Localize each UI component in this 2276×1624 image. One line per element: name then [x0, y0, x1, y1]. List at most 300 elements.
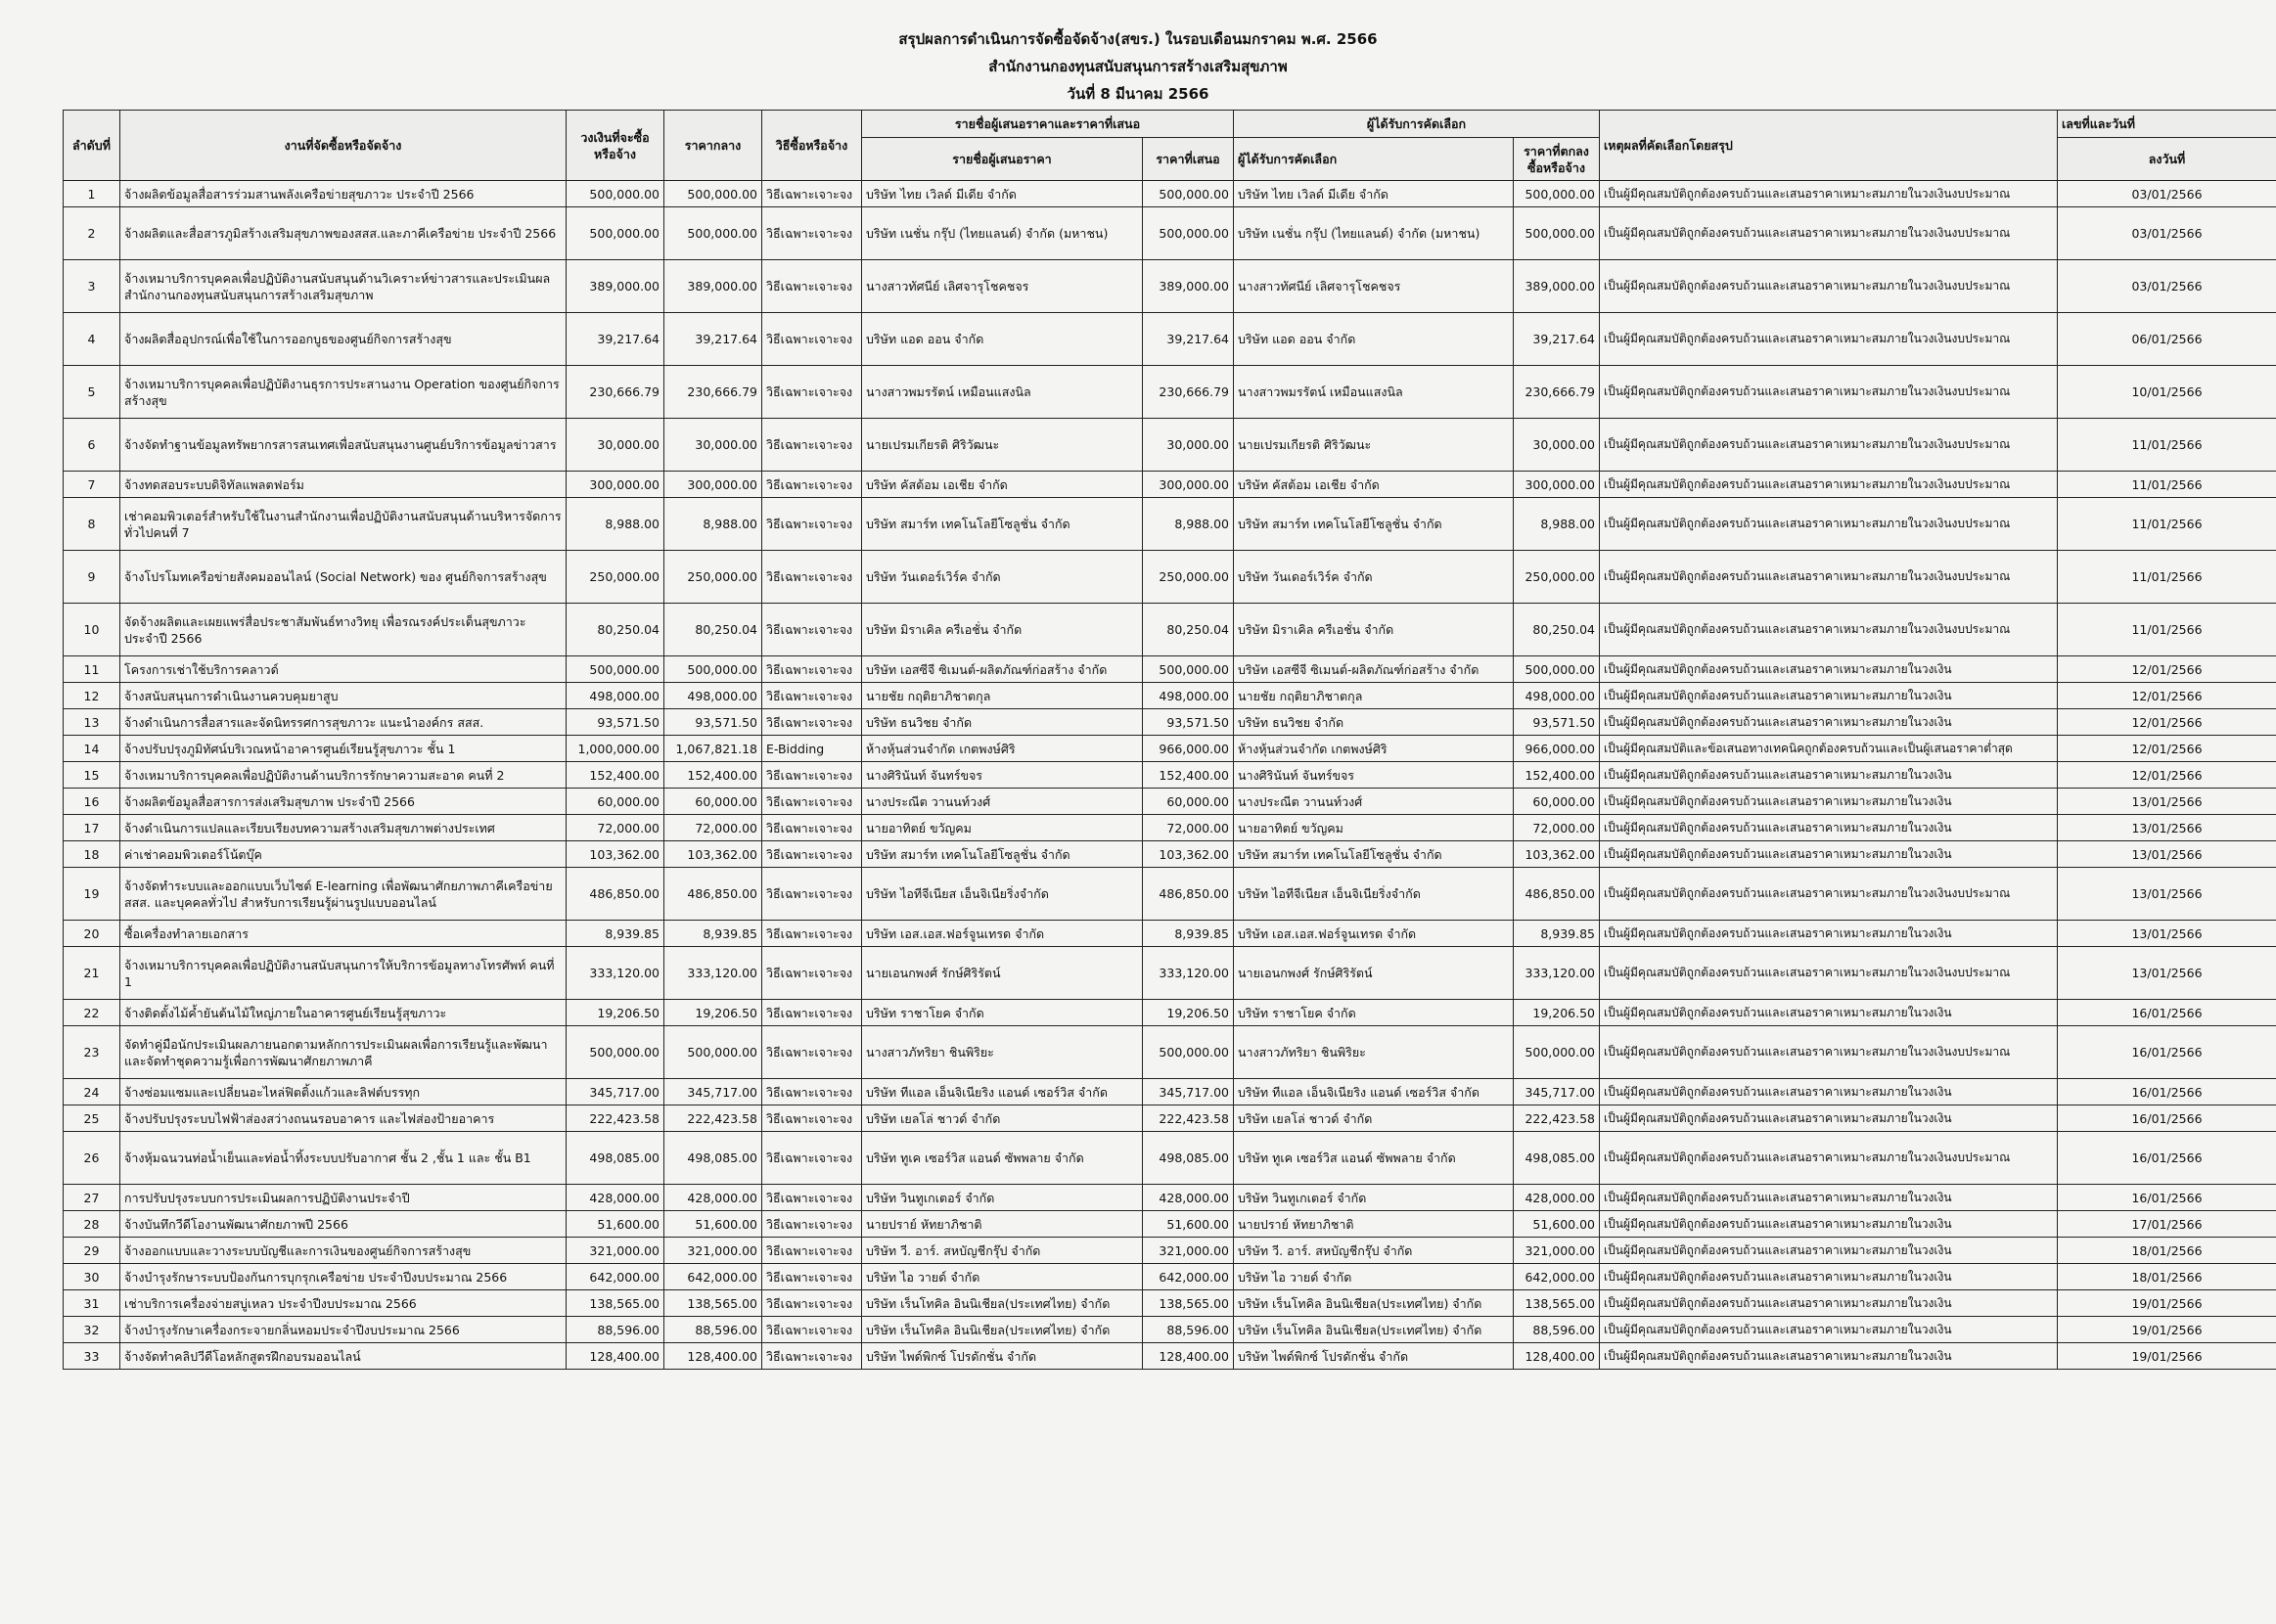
- cell-method: วิธีเฉพาะเจาะจง: [762, 207, 862, 260]
- cell-work: ซื้อเครื่องทำลายเอกสาร: [120, 921, 567, 947]
- cell-bidder: บริษัท มิราเคิล ครีเอชั่น จำกัด: [862, 604, 1143, 656]
- cell-winner: บริษัท แอด ออน จำกัด: [1234, 313, 1514, 366]
- cell-method: วิธีเฉพาะเจาะจง: [762, 1079, 862, 1105]
- cell-winner: บริษัท ไอ วายด์ จำกัด: [1234, 1264, 1514, 1290]
- cell-winner: บริษัท คัสต้อม เอเชีย จำกัด: [1234, 472, 1514, 498]
- cell-reason: เป็นผู้มีคุณสมบัติถูกต้องครบถ้วนและเสนอราคาเหมาะสมภายในวงเงินงบประมาณ: [1600, 472, 2058, 498]
- col-contract-top: เลขที่และวันที่: [2058, 111, 2276, 138]
- col-bidder-name: รายชื่อผู้เสนอราคา: [862, 138, 1143, 181]
- cell-median: 486,850.00: [664, 868, 762, 921]
- cell-reason: เป็นผู้มีคุณสมบัติและข้อเสนอทางเทคนิคถูกต้องครบถ้วนและเป็นผู้เสนอราคาต่ำสุด: [1600, 736, 2058, 762]
- cell-method: วิธีเฉพาะเจาะจง: [762, 789, 862, 815]
- cell-work: จ้างติดตั้งไม้ค้ำยันต้นไม้ใหญ่ภายในอาคารศูนย์เรียนรู้สุขภาวะ: [120, 1000, 567, 1026]
- cell-bidder: นายอาทิตย์ ขวัญคม: [862, 815, 1143, 841]
- cell-reason: เป็นผู้มีคุณสมบัติถูกต้องครบถ้วนและเสนอราคาเหมาะสมภายในวงเงิน: [1600, 921, 2058, 947]
- cell-budget: 500,000.00: [567, 181, 664, 207]
- cell-budget: 152,400.00: [567, 762, 664, 789]
- cell-work: จัดจ้างผลิตและเผยแพร่สื่อประชาสัมพันธ์ทางวิทยุ เพื่อรณรงค์ประเด็นสุขภาวะ ประจำปี 2566: [120, 604, 567, 656]
- cell-no: 21: [64, 947, 120, 1000]
- cell-median: 345,717.00: [664, 1079, 762, 1105]
- cell-median: 103,362.00: [664, 841, 762, 868]
- cell-work: จ้างปรับปรุงระบบไฟฟ้าส่องสว่างถนนรอบอาคาร และไฟส่องป้ายอาคาร: [120, 1105, 567, 1132]
- cell-agreed: 103,362.00: [1514, 841, 1600, 868]
- cell-date: 12/01/2566: [2058, 656, 2276, 683]
- cell-budget: 500,000.00: [567, 656, 664, 683]
- cell-method: วิธีเฉพาะเจาะจง: [762, 868, 862, 921]
- cell-median: 152,400.00: [664, 762, 762, 789]
- cell-reason: เป็นผู้มีคุณสมบัติถูกต้องครบถ้วนและเสนอราคาเหมาะสมภายในวงเงินงบประมาณ: [1600, 604, 2058, 656]
- table-row: [64, 1211, 2276, 1238]
- table-row: [64, 604, 2276, 656]
- cell-budget: 389,000.00: [567, 260, 664, 313]
- cell-work: จ้างเหมาบริการบุคคลเพื่อปฏิบัติงานธุรการประสานงาน Operation ของศูนย์กิจการสร้างสุข: [120, 366, 567, 419]
- cell-date: 03/01/2566: [2058, 207, 2276, 260]
- cell-reason: เป็นผู้มีคุณสมบัติถูกต้องครบถ้วนและเสนอราคาเหมาะสมภายในวงเงิน: [1600, 1264, 2058, 1290]
- cell-agreed: 500,000.00: [1514, 1026, 1600, 1079]
- cell-winner: บริษัท เอส.เอส.ฟอร์จูนเทรด จำกัด: [1234, 921, 1514, 947]
- table-row: [64, 841, 2276, 868]
- cell-no: 14: [64, 736, 120, 762]
- table-row: [64, 1185, 2276, 1211]
- cell-budget: 30,000.00: [567, 419, 664, 472]
- cell-median: 333,120.00: [664, 947, 762, 1000]
- cell-agreed: 966,000.00: [1514, 736, 1600, 762]
- cell-reason: เป็นผู้มีคุณสมบัติถูกต้องครบถ้วนและเสนอราคาเหมาะสมภายในวงเงินงบประมาณ: [1600, 313, 2058, 366]
- cell-winner: บริษัท ไพด์พิกซ์ โปรดักชั่น จำกัด: [1234, 1343, 1514, 1370]
- cell-budget: 80,250.04: [567, 604, 664, 656]
- cell-agreed: 230,666.79: [1514, 366, 1600, 419]
- cell-agreed: 500,000.00: [1514, 207, 1600, 260]
- cell-winner: บริษัท เร็นโทคิล อินนิเชียล(ประเทศไทย) จำกัด: [1234, 1317, 1514, 1343]
- cell-reason: เป็นผู้มีคุณสมบัติถูกต้องครบถ้วนและเสนอราคาเหมาะสมภายในวงเงินงบประมาณ: [1600, 868, 2058, 921]
- cell-median: 8,939.85: [664, 921, 762, 947]
- cell-median: 51,600.00: [664, 1211, 762, 1238]
- cell-median: 138,565.00: [664, 1290, 762, 1317]
- cell-no: 28: [64, 1211, 120, 1238]
- cell-bid: 51,600.00: [1143, 1211, 1234, 1238]
- cell-date: 19/01/2566: [2058, 1290, 2276, 1317]
- cell-reason: เป็นผู้มีคุณสมบัติถูกต้องครบถ้วนและเสนอราคาเหมาะสมภายในวงเงินงบประมาณ: [1600, 207, 2058, 260]
- cell-reason: เป็นผู้มีคุณสมบัติถูกต้องครบถ้วนและเสนอราคาเหมาะสมภายในวงเงิน: [1600, 1000, 2058, 1026]
- cell-no: 27: [64, 1185, 120, 1211]
- cell-work: จ้างดำเนินการแปลและเรียบเรียงบทความสร้างเสริมสุขภาพต่างประเทศ: [120, 815, 567, 841]
- table-row: [64, 181, 2276, 207]
- cell-work: จ้างโปรโมทเครือข่ายสังคมออนไลน์ (Social Network) ของ ศูนย์กิจการสร้างสุข: [120, 551, 567, 604]
- cell-median: 30,000.00: [664, 419, 762, 472]
- cell-method: วิธีเฉพาะเจาะจง: [762, 683, 862, 709]
- cell-bid: 152,400.00: [1143, 762, 1234, 789]
- cell-date: 11/01/2566: [2058, 604, 2276, 656]
- cell-bid: 642,000.00: [1143, 1264, 1234, 1290]
- cell-reason: เป็นผู้มีคุณสมบัติถูกต้องครบถ้วนและเสนอราคาเหมาะสมภายในวงเงินงบประมาณ: [1600, 419, 2058, 472]
- cell-no: 18: [64, 841, 120, 868]
- cell-agreed: 498,000.00: [1514, 683, 1600, 709]
- cell-date: 16/01/2566: [2058, 1185, 2276, 1211]
- col-method: วิธีซื้อหรือจ้าง: [762, 111, 862, 181]
- cell-bidder: นายเปรมเกียรติ ศิริวัฒนะ: [862, 419, 1143, 472]
- cell-agreed: 250,000.00: [1514, 551, 1600, 604]
- cell-bid: 60,000.00: [1143, 789, 1234, 815]
- cell-bidder: นางสาวภัทริยา ชินพิริยะ: [862, 1026, 1143, 1079]
- table-row: [64, 683, 2276, 709]
- cell-budget: 333,120.00: [567, 947, 664, 1000]
- document-header: [0, 25, 2276, 108]
- col-bidders-group: รายชื่อผู้เสนอราคาและราคาที่เสนอ: [862, 111, 1234, 138]
- cell-budget: 321,000.00: [567, 1238, 664, 1264]
- cell-agreed: 39,217.64: [1514, 313, 1600, 366]
- cell-winner: บริษัท วี. อาร์. สหบัญชีกรุ๊ป จำกัด: [1234, 1238, 1514, 1264]
- cell-date: 10/01/2566: [2058, 366, 2276, 419]
- cell-median: 19,206.50: [664, 1000, 762, 1026]
- cell-bidder: บริษัท เยลโล่ ชาวด์ จำกัด: [862, 1105, 1143, 1132]
- cell-no: 26: [64, 1132, 120, 1185]
- cell-method: วิธีเฉพาะเจาะจง: [762, 656, 862, 683]
- table-row: [64, 1079, 2276, 1105]
- cell-median: 39,217.64: [664, 313, 762, 366]
- cell-budget: 500,000.00: [567, 1026, 664, 1079]
- cell-bid: 39,217.64: [1143, 313, 1234, 366]
- cell-method: วิธีเฉพาะเจาะจง: [762, 762, 862, 789]
- cell-budget: 138,565.00: [567, 1290, 664, 1317]
- cell-bid: 222,423.58: [1143, 1105, 1234, 1132]
- cell-no: 9: [64, 551, 120, 604]
- table-body: [64, 181, 2276, 1370]
- cell-budget: 128,400.00: [567, 1343, 664, 1370]
- cell-bidder: บริษัท ธนวิชย จำกัด: [862, 709, 1143, 736]
- cell-work: จ้างบำรุงรักษาเครื่องกระจายกลิ่นหอมประจำปีงบประมาณ 2566: [120, 1317, 567, 1343]
- cell-work: เช่าบริการเครื่องจ่ายสบู่เหลว ประจำปีงบประมาณ 2566: [120, 1290, 567, 1317]
- cell-bidder: บริษัท ทูเค เซอร์วิส แอนด์ ซัพพลาย จำกัด: [862, 1132, 1143, 1185]
- cell-method: วิธีเฉพาะเจาะจง: [762, 551, 862, 604]
- cell-work: จ้างออกแบบและวางระบบบัญชีและการเงินของศูนย์กิจการสร้างสุข: [120, 1238, 567, 1264]
- cell-method: วิธีเฉพาะเจาะจง: [762, 1132, 862, 1185]
- cell-date: 16/01/2566: [2058, 1105, 2276, 1132]
- cell-bidder: บริษัท สมาร์ท เทคโนโลยีโซลูชั่น จำกัด: [862, 498, 1143, 551]
- procurement-table: [63, 110, 2276, 1370]
- col-agreed-price: ราคาที่ตกลงซื้อหรือจ้าง: [1514, 138, 1600, 181]
- cell-median: 250,000.00: [664, 551, 762, 604]
- cell-work: จ้างซ่อมแซมและเปลี่ยนอะไหล่ฟิตติ้งแก้วและลิฟต์บรรทุก: [120, 1079, 567, 1105]
- cell-agreed: 222,423.58: [1514, 1105, 1600, 1132]
- cell-bid: 8,939.85: [1143, 921, 1234, 947]
- cell-no: 20: [64, 921, 120, 947]
- cell-bid: 500,000.00: [1143, 181, 1234, 207]
- cell-agreed: 345,717.00: [1514, 1079, 1600, 1105]
- cell-no: 3: [64, 260, 120, 313]
- cell-reason: เป็นผู้มีคุณสมบัติถูกต้องครบถ้วนและเสนอราคาเหมาะสมภายในวงเงิน: [1600, 1185, 2058, 1211]
- cell-no: 6: [64, 419, 120, 472]
- cell-bid: 80,250.04: [1143, 604, 1234, 656]
- cell-budget: 498,085.00: [567, 1132, 664, 1185]
- cell-agreed: 333,120.00: [1514, 947, 1600, 1000]
- cell-median: 80,250.04: [664, 604, 762, 656]
- cell-work: จ้างสนับสนุนการดำเนินงานควบคุมยาสูบ: [120, 683, 567, 709]
- table-row: [64, 366, 2276, 419]
- cell-work: จ้างหุ้มฉนวนท่อน้ำเย็นและท่อน้ำทิ้งระบบปรับอากาศ ชั้น 2 ,ชั้น 1 และ ชั้น B1: [120, 1132, 567, 1185]
- cell-date: 11/01/2566: [2058, 472, 2276, 498]
- cell-winner: นายปราย์ หัทยาภิชาติ: [1234, 1211, 1514, 1238]
- cell-winner: นายชัย กฤติยาภิชาตกุล: [1234, 683, 1514, 709]
- cell-method: วิธีเฉพาะเจาะจง: [762, 1264, 862, 1290]
- cell-budget: 39,217.64: [567, 313, 664, 366]
- cell-winner: ห้างหุ้นส่วนจำกัด เกตพงษ์ศิริ: [1234, 736, 1514, 762]
- cell-median: 93,571.50: [664, 709, 762, 736]
- cell-budget: 500,000.00: [567, 207, 664, 260]
- cell-date: 03/01/2566: [2058, 260, 2276, 313]
- cell-reason: เป็นผู้มีคุณสมบัติถูกต้องครบถ้วนและเสนอราคาเหมาะสมภายในวงเงินงบประมาณ: [1600, 498, 2058, 551]
- cell-date: 13/01/2566: [2058, 868, 2276, 921]
- cell-agreed: 486,850.00: [1514, 868, 1600, 921]
- cell-budget: 88,596.00: [567, 1317, 664, 1343]
- col-median: ราคากลาง: [664, 111, 762, 181]
- cell-agreed: 60,000.00: [1514, 789, 1600, 815]
- cell-budget: 72,000.00: [567, 815, 664, 841]
- cell-no: 30: [64, 1264, 120, 1290]
- cell-winner: บริษัท มิราเคิล ครีเอชั่น จำกัด: [1234, 604, 1514, 656]
- table-row: [64, 656, 2276, 683]
- cell-work: โครงการเช่าใช้บริการคลาวด์: [120, 656, 567, 683]
- cell-reason: เป็นผู้มีคุณสมบัติถูกต้องครบถ้วนและเสนอราคาเหมาะสมภายในวงเงินงบประมาณ: [1600, 551, 2058, 604]
- cell-work: จ้างเหมาบริการบุคคลเพื่อปฏิบัติงานสนับสนุนด้านวิเคราะห์ข่าวสารและประเมินผล สำนักงานกองทุนสนับสนุนการสร้างเสริมสุขภาพ: [120, 260, 567, 313]
- table-row: [64, 1132, 2276, 1185]
- cell-budget: 250,000.00: [567, 551, 664, 604]
- cell-no: 7: [64, 472, 120, 498]
- cell-reason: เป็นผู้มีคุณสมบัติถูกต้องครบถ้วนและเสนอราคาเหมาะสมภายในวงเงิน: [1600, 1238, 2058, 1264]
- cell-median: 88,596.00: [664, 1317, 762, 1343]
- cell-no: 16: [64, 789, 120, 815]
- cell-reason: เป็นผู้มีคุณสมบัติถูกต้องครบถ้วนและเสนอราคาเหมาะสมภายในวงเงิน: [1600, 1079, 2058, 1105]
- cell-no: 12: [64, 683, 120, 709]
- col-reason: เหตุผลที่คัดเลือกโดยสรุป: [1600, 111, 2058, 181]
- cell-median: 300,000.00: [664, 472, 762, 498]
- table-row: [64, 868, 2276, 921]
- cell-bidder: บริษัท คัสต้อม เอเชีย จำกัด: [862, 472, 1143, 498]
- cell-date: 12/01/2566: [2058, 683, 2276, 709]
- table-row: [64, 498, 2276, 551]
- cell-no: 13: [64, 709, 120, 736]
- table-row: [64, 736, 2276, 762]
- cell-bidder: ห้างหุ้นส่วนจำกัด เกตพงษ์ศิริ: [862, 736, 1143, 762]
- cell-budget: 498,000.00: [567, 683, 664, 709]
- cell-method: วิธีเฉพาะเจาะจง: [762, 815, 862, 841]
- cell-date: 12/01/2566: [2058, 762, 2276, 789]
- cell-bidder: บริษัท ไทย เวิลด์ มีเดีย จำกัด: [862, 181, 1143, 207]
- cell-bidder: นางประณีต วานนท์วงศ์: [862, 789, 1143, 815]
- cell-winner: บริษัท เร็นโทคิล อินนิเชียล(ประเทศไทย) จำกัด: [1234, 1290, 1514, 1317]
- cell-reason: เป็นผู้มีคุณสมบัติถูกต้องครบถ้วนและเสนอราคาเหมาะสมภายในวงเงินงบประมาณ: [1600, 1132, 2058, 1185]
- cell-method: วิธีเฉพาะเจาะจง: [762, 921, 862, 947]
- cell-budget: 230,666.79: [567, 366, 664, 419]
- table-row: [64, 1238, 2276, 1264]
- cell-agreed: 498,085.00: [1514, 1132, 1600, 1185]
- cell-bidder: นางสาวทัศนีย์ เลิศจารุโชคชจร: [862, 260, 1143, 313]
- table-row: [64, 551, 2276, 604]
- cell-bid: 19,206.50: [1143, 1000, 1234, 1026]
- cell-winner: บริษัท ทูเค เซอร์วิส แอนด์ ซัพพลาย จำกัด: [1234, 1132, 1514, 1185]
- cell-date: 03/01/2566: [2058, 181, 2276, 207]
- cell-date: 11/01/2566: [2058, 419, 2276, 472]
- cell-bid: 88,596.00: [1143, 1317, 1234, 1343]
- cell-method: วิธีเฉพาะเจาะจง: [762, 1211, 862, 1238]
- cell-reason: เป็นผู้มีคุณสมบัติถูกต้องครบถ้วนและเสนอราคาเหมาะสมภายในวงเงิน: [1600, 1290, 2058, 1317]
- cell-bidder: นายเอนกพงศ์ รักษ์ศิริรัตน์: [862, 947, 1143, 1000]
- cell-budget: 8,988.00: [567, 498, 664, 551]
- document-title: สรุปผลการดำเนินการจัดซื้อจัดจ้าง(สขร.) ในรอบเดือนมกราคม พ.ศ. 2566: [898, 30, 1378, 48]
- cell-budget: 428,000.00: [567, 1185, 664, 1211]
- cell-bid: 498,000.00: [1143, 683, 1234, 709]
- cell-bidder: บริษัท ราชาโยค จำกัด: [862, 1000, 1143, 1026]
- cell-bid: 321,000.00: [1143, 1238, 1234, 1264]
- cell-agreed: 389,000.00: [1514, 260, 1600, 313]
- table-row: [64, 1026, 2276, 1079]
- cell-method: วิธีเฉพาะเจาะจง: [762, 366, 862, 419]
- cell-bidder: บริษัท ไพด์พิกซ์ โปรดักชั่น จำกัด: [862, 1343, 1143, 1370]
- cell-median: 60,000.00: [664, 789, 762, 815]
- table-header: [64, 111, 2276, 181]
- cell-method: วิธีเฉพาะเจาะจง: [762, 260, 862, 313]
- cell-date: 12/01/2566: [2058, 736, 2276, 762]
- cell-bidder: บริษัท เร็นโทคิล อินนิเชียล(ประเทศไทย) จำกัด: [862, 1317, 1143, 1343]
- cell-work: จ้างเหมาบริการบุคคลเพื่อปฏิบัติงานด้านบริการรักษาความสะอาด คนที่ 2: [120, 762, 567, 789]
- cell-work: จ้างผลิตสื่ออุปกรณ์เพื่อใช้ในการออกบูธของศูนย์กิจการสร้างสุข: [120, 313, 567, 366]
- cell-date: 13/01/2566: [2058, 841, 2276, 868]
- cell-work: จ้างจัดทำฐานข้อมูลทรัพยากรสารสนเทศเพื่อสนับสนุนงานศูนย์บริการข้อมูลข่าวสาร: [120, 419, 567, 472]
- table-row: [64, 1290, 2276, 1317]
- cell-date: 18/01/2566: [2058, 1238, 2276, 1264]
- cell-bid: 250,000.00: [1143, 551, 1234, 604]
- cell-bid: 333,120.00: [1143, 947, 1234, 1000]
- cell-agreed: 8,988.00: [1514, 498, 1600, 551]
- cell-method: วิธีเฉพาะเจาะจง: [762, 604, 862, 656]
- cell-date: 16/01/2566: [2058, 1132, 2276, 1185]
- table-row: [64, 1264, 2276, 1290]
- cell-agreed: 30,000.00: [1514, 419, 1600, 472]
- cell-work: จ้างบันทึกวีดีโองานพัฒนาศักยภาพปี 2566: [120, 1211, 567, 1238]
- cell-median: 128,400.00: [664, 1343, 762, 1370]
- cell-work: จ้างจัดทำคลิปวีดีโอหลักสูตรฝึกอบรมออนไลน์: [120, 1343, 567, 1370]
- cell-no: 29: [64, 1238, 120, 1264]
- table-row: [64, 1343, 2276, 1370]
- cell-reason: เป็นผู้มีคุณสมบัติถูกต้องครบถ้วนและเสนอราคาเหมาะสมภายในวงเงินงบประมาณ: [1600, 181, 2058, 207]
- cell-no: 10: [64, 604, 120, 656]
- cell-method: วิธีเฉพาะเจาะจง: [762, 1000, 862, 1026]
- cell-date: 19/01/2566: [2058, 1343, 2276, 1370]
- cell-bid: 128,400.00: [1143, 1343, 1234, 1370]
- cell-bidder: นายชัย กฤติยาภิชาตกุล: [862, 683, 1143, 709]
- cell-reason: เป็นผู้มีคุณสมบัติถูกต้องครบถ้วนและเสนอราคาเหมาะสมภายในวงเงินงบประมาณ: [1600, 1026, 2058, 1079]
- cell-budget: 345,717.00: [567, 1079, 664, 1105]
- cell-agreed: 72,000.00: [1514, 815, 1600, 841]
- col-selected-group: ผู้ได้รับการคัดเลือก: [1234, 111, 1600, 138]
- cell-winner: บริษัท เยลโล่ ชาวด์ จำกัด: [1234, 1105, 1514, 1132]
- cell-no: 1: [64, 181, 120, 207]
- cell-winner: บริษัท วินทูเกเตอร์ จำกัด: [1234, 1185, 1514, 1211]
- cell-agreed: 500,000.00: [1514, 656, 1600, 683]
- table-row: [64, 1317, 2276, 1343]
- cell-no: 32: [64, 1317, 120, 1343]
- cell-bidder: บริษัท ทีแอล เอ็นจิเนียริง แอนด์ เซอร์วิส จำกัด: [862, 1079, 1143, 1105]
- cell-winner: นางสาวทัศนีย์ เลิศจารุโชคชจร: [1234, 260, 1514, 313]
- cell-budget: 300,000.00: [567, 472, 664, 498]
- cell-date: 16/01/2566: [2058, 1079, 2276, 1105]
- cell-reason: เป็นผู้มีคุณสมบัติถูกต้องครบถ้วนและเสนอราคาเหมาะสมภายในวงเงิน: [1600, 1343, 2058, 1370]
- cell-method: วิธีเฉพาะเจาะจง: [762, 1317, 862, 1343]
- cell-bidder: บริษัท เนชั่น กรุ๊ป (ไทยแลนด์) จำกัด (มหาชน): [862, 207, 1143, 260]
- cell-winner: บริษัท สมาร์ท เทคโนโลยีโซลูชั่น จำกัด: [1234, 841, 1514, 868]
- cell-no: 22: [64, 1000, 120, 1026]
- col-contract-bottom: ลงวันที่: [2058, 138, 2276, 181]
- cell-bid: 72,000.00: [1143, 815, 1234, 841]
- cell-no: 24: [64, 1079, 120, 1105]
- cell-work: จ้างผลิตและสื่อสารภูมิสร้างเสริมสุขภาพของสสส.และภาคีเครือข่าย ประจำปี 2566: [120, 207, 567, 260]
- cell-work: จ้างทดสอบระบบดิจิทัลแพลตฟอร์ม: [120, 472, 567, 498]
- cell-budget: 8,939.85: [567, 921, 664, 947]
- cell-bid: 498,085.00: [1143, 1132, 1234, 1185]
- cell-bid: 428,000.00: [1143, 1185, 1234, 1211]
- table-row: [64, 313, 2276, 366]
- table-row: [64, 419, 2276, 472]
- cell-median: 500,000.00: [664, 181, 762, 207]
- cell-no: 11: [64, 656, 120, 683]
- cell-winner: นายเปรมเกียรติ ศิริวัฒนะ: [1234, 419, 1514, 472]
- cell-date: 13/01/2566: [2058, 815, 2276, 841]
- cell-date: 16/01/2566: [2058, 1000, 2276, 1026]
- cell-agreed: 8,939.85: [1514, 921, 1600, 947]
- col-no: ลำดับที่: [64, 111, 120, 181]
- cell-budget: 51,600.00: [567, 1211, 664, 1238]
- cell-bid: 30,000.00: [1143, 419, 1234, 472]
- table-row: [64, 472, 2276, 498]
- cell-method: วิธีเฉพาะเจาะจง: [762, 472, 862, 498]
- cell-no: 17: [64, 815, 120, 841]
- cell-bid: 500,000.00: [1143, 207, 1234, 260]
- cell-reason: เป็นผู้มีคุณสมบัติถูกต้องครบถ้วนและเสนอราคาเหมาะสมภายในวงเงิน: [1600, 1105, 2058, 1132]
- cell-reason: เป็นผู้มีคุณสมบัติถูกต้องครบถ้วนและเสนอราคาเหมาะสมภายในวงเงิน: [1600, 762, 2058, 789]
- cell-bid: 345,717.00: [1143, 1079, 1234, 1105]
- document-date: วันที่ 8 มีนาคม 2566: [1067, 85, 1209, 103]
- cell-median: 72,000.00: [664, 815, 762, 841]
- cell-work: จ้างปรับปรุงภูมิทัศน์บริเวณหน้าอาคารศูนย์เรียนรู้สุขภาวะ ชั้น 1: [120, 736, 567, 762]
- cell-date: 12/01/2566: [2058, 709, 2276, 736]
- cell-budget: 642,000.00: [567, 1264, 664, 1290]
- table-row: [64, 207, 2276, 260]
- cell-work: จัดทำคู่มือนักประเมินผลภายนอกตามหลักการประเมินผลเพื่อการเรียนรู้และพัฒนาและจัดทำชุดความรู้เพื่อการพัฒนาศักยภาพภาคี: [120, 1026, 567, 1079]
- cell-bidder: บริษัท แอด ออน จำกัด: [862, 313, 1143, 366]
- cell-date: 13/01/2566: [2058, 789, 2276, 815]
- cell-date: 11/01/2566: [2058, 498, 2276, 551]
- cell-agreed: 138,565.00: [1514, 1290, 1600, 1317]
- cell-date: 17/01/2566: [2058, 1211, 2276, 1238]
- table-row: [64, 921, 2276, 947]
- cell-agreed: 128,400.00: [1514, 1343, 1600, 1370]
- cell-winner: บริษัท สมาร์ท เทคโนโลยีโซลูชั่น จำกัด: [1234, 498, 1514, 551]
- cell-reason: เป็นผู้มีคุณสมบัติถูกต้องครบถ้วนและเสนอราคาเหมาะสมภายในวงเงิน: [1600, 709, 2058, 736]
- cell-median: 428,000.00: [664, 1185, 762, 1211]
- cell-agreed: 51,600.00: [1514, 1211, 1600, 1238]
- cell-no: 4: [64, 313, 120, 366]
- cell-agreed: 152,400.00: [1514, 762, 1600, 789]
- cell-bidder: บริษัท วินทูเกเตอร์ จำกัด: [862, 1185, 1143, 1211]
- cell-method: E-Bidding: [762, 736, 862, 762]
- cell-agreed: 300,000.00: [1514, 472, 1600, 498]
- organization-name: สำนักงานกองทุนสนับสนุนการสร้างเสริมสุขภาพ: [988, 58, 1288, 75]
- cell-method: วิธีเฉพาะเจาะจง: [762, 709, 862, 736]
- cell-date: 06/01/2566: [2058, 313, 2276, 366]
- cell-no: 15: [64, 762, 120, 789]
- col-budget: วงเงินที่จะซื้อหรือจ้าง: [567, 111, 664, 181]
- cell-no: 23: [64, 1026, 120, 1079]
- cell-method: วิธีเฉพาะเจาะจง: [762, 498, 862, 551]
